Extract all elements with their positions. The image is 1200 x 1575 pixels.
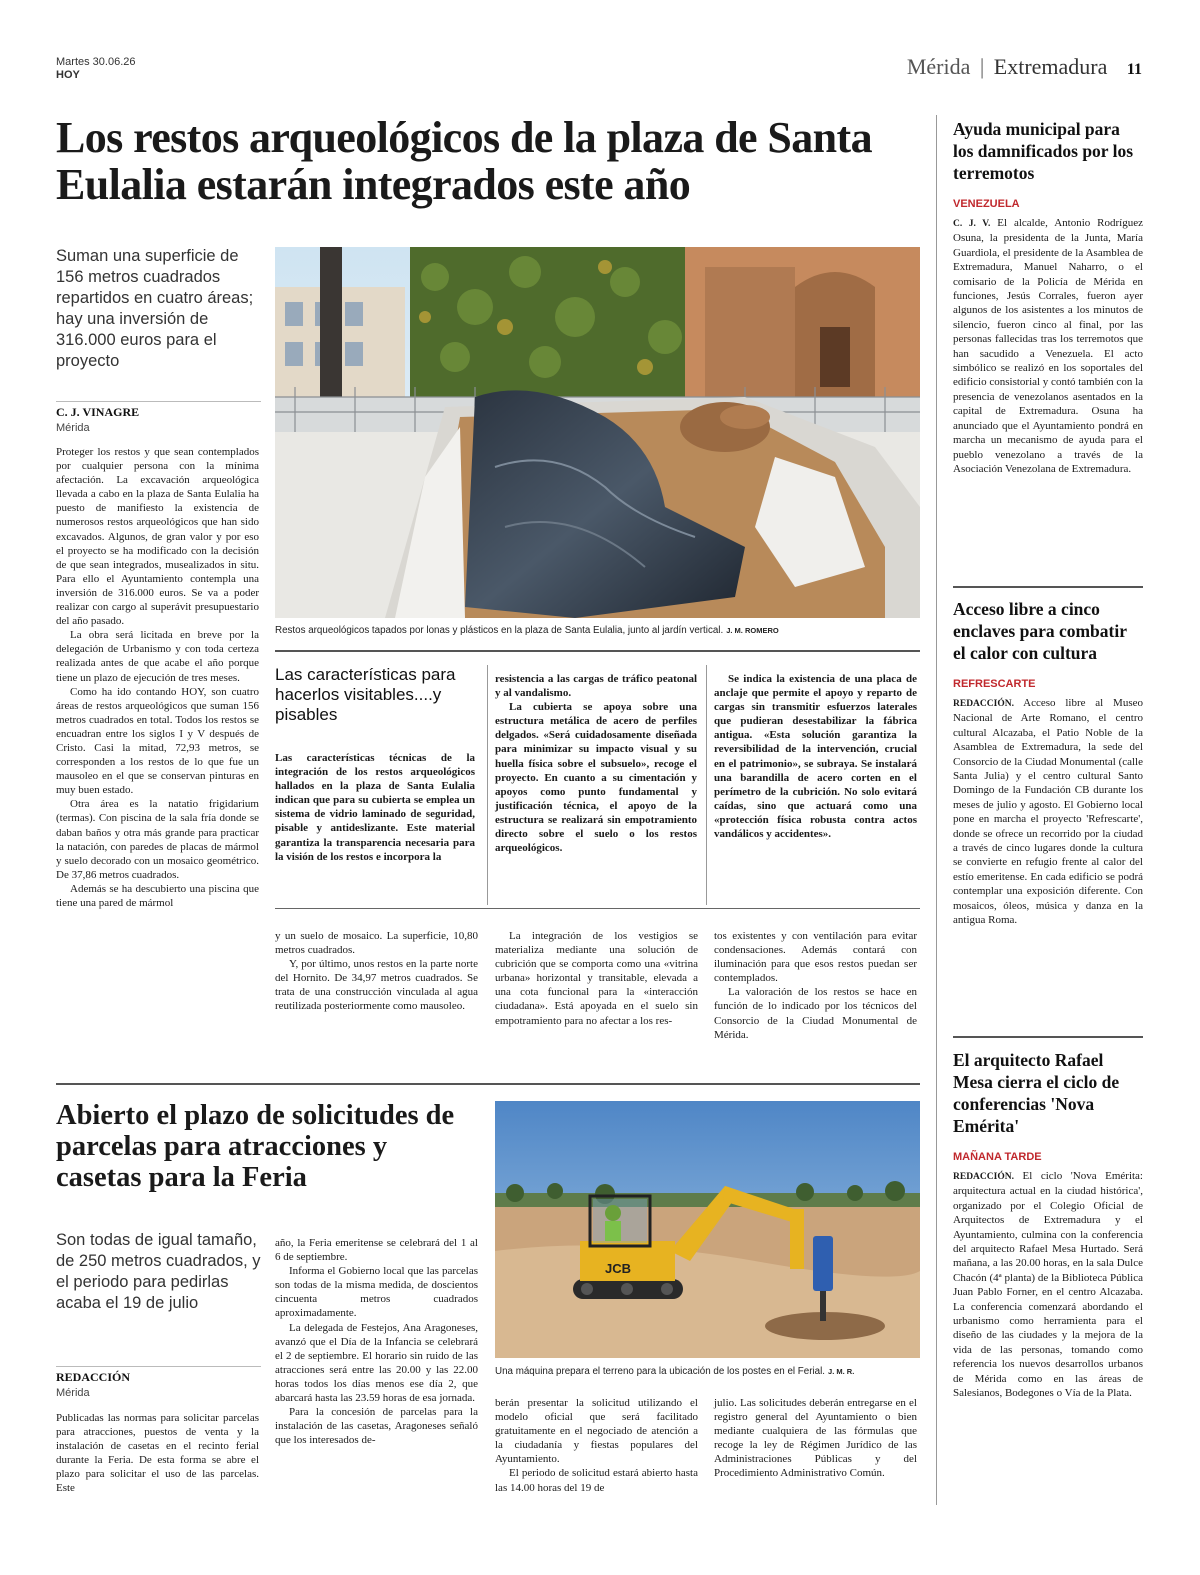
sidebar-item-nova-emerita <box>953 1049 1143 1401</box>
main-lede: Suman una superficie de 156 metros cuadrados repartidos en cuatro áreas; hay una inversión de 316.000 euros para el proyecto <box>56 247 254 370</box>
sidebar-body <box>953 696 1143 928</box>
feria-byline-rule <box>56 1366 261 1367</box>
feria-lede: Son todas de igual tamaño, de 250 metros cuadrados, y el periodo para pedirlas acaba el 19 de julio <box>56 1231 261 1312</box>
main-col1-p1: Proteger los restos y que sean contemplados por cualquier persona con la mínima afectación. La excavación arqueológica llevada a cabo en la plaza de Santa Eulalia ha puesto de manifiesto la existencia de numerosos restos arqueológicos que han sido excavados. Algunos, de gran valor y por eso el proyecto se ha modificado con la decisión de que sean integrados, musealizados in situ. Para ello el Ayuntamiento contempla una inversión de 316.000 euros. Se va a poder realizar con cargo al superávit presupuestario del año pasado. <box>56 446 259 628</box>
feria-col3-p2: El periodo de solicitud estará abierto hasta las 14.00 horas del 19 de <box>495 1467 698 1494</box>
box-col2-p1: resistencia a las cargas de tráfico peatonal y al vandalismo. <box>495 673 697 700</box>
bottom-col1-p1: y un suelo de mosaico. La superficie, 10,80 metros cuadrados. <box>275 930 478 957</box>
sidebar-rule-2 <box>953 1036 1143 1038</box>
feria-place: Mérida <box>56 1387 90 1399</box>
svg-text:JCB: JCB <box>605 1261 632 1276</box>
box-col3-p1: Se indica la existencia de una placa de anclaje que permite el apoyo y reparto de cargas sin transmitir esfuerzos laterales que pudieran desestabilizar la fábrica antigua. «Esta solución garantiza la reversibilidad de la intervención, crucial en el patrimonio», se subraya. Se instalará una barandilla de acero corten en el perímetro de la cubrición. No solo evitará caídas, sino que actuará como una «protección física robusta contra actos vandálicos y accidentes». <box>714 673 917 841</box>
main-caption-text: Restos arqueológicos tapados por lonas y plásticos en la plaza de Santa Eulalia, junto al jardín vertical. <box>275 625 724 636</box>
article-divider <box>56 1083 920 1085</box>
feria-col2-p4: Para la concesión de parcelas para la instalación de las casetas, Aragoneses señaló que los interesados de- <box>275 1406 478 1447</box>
box-divider-1 <box>487 665 488 905</box>
feria-byline: REDACCIÓN <box>56 1370 131 1384</box>
box-col2 <box>495 672 697 855</box>
main-byline-block <box>56 401 261 434</box>
feria-photo-caption <box>495 1366 920 1377</box>
sidebar-author: C. J. V. <box>953 219 991 229</box>
main-photo <box>275 247 920 618</box>
main-bottom-col2 <box>495 929 698 1028</box>
page-date <box>56 56 136 82</box>
sidebar-tag: REFRESCARTE <box>953 678 1036 690</box>
paper-name: HOY <box>56 69 80 81</box>
sidebar-item-refrescarte <box>953 598 1143 928</box>
main-col1-p3: Como ha ido contando HOY, son cuatro áreas de restos arqueológicos que suman 156 metros cuadrados en total. Todos los restos se encuadran entre los siglos I y V después de Cristo. Casi la mitad, 72,93 metros, se corresponden a los restos de lo que fue un mausoleo en el que se conservan pinturas en muy buen estado. <box>56 685 259 797</box>
main-bottom-col1 <box>275 929 478 1014</box>
sidebar-text: El alcalde, Antonio Rodríguez Osuna, la presidenta de la Junta, María Guardiola, el presidente de la Asamblea de Extremadura, Manuel Naharro, o el comisario de la Policía de Mérida en funciones, Jesús Corrales, fueron ayer algunos de los asistentes a los minutos de silencio, fueron cinco al final, por las personas fallecidas tras los terremotos que han sacudido a Venezuela. El acto simbólico se realizó en los soportales del edificio consistorial y contó también con la presencia de venezolanos asentados en la capital de Extremadura. Osuna ha anunciado que el Ayuntamiento pondrá en marcha un mecanismo de ayuda para el pueblo venezolano a través de la Asociación Venezolana de Extremadura. <box>953 217 1144 475</box>
main-photo-caption <box>275 625 920 636</box>
bottom-col3-p2: La valoración de los restos se hace en función de lo indicado por los técnicos del Consorcio de la Ciudad Monumental de Mérida. <box>714 986 917 1041</box>
main-col1 <box>56 445 259 910</box>
section-header: Mérida | Extremadura 11 <box>906 54 1142 79</box>
feria-col2-p1: año, la Feria emeritense se celebrará del 1 al 6 de septiembre. <box>275 1237 478 1264</box>
feria-caption-credit: J. M. R. <box>828 1367 855 1376</box>
box-col3 <box>714 672 917 841</box>
main-col1-p5: Además se ha descubierto una piscina que tiene una pared de mármol <box>56 882 259 909</box>
sidebar-body <box>953 216 1143 476</box>
bottom-col1-p2: Y, por último, unos restos en la parte norte del Hornito. De 34,97 metros cuadrados. Se trata de una construcción vinculada al agua reutilizada posteriormente como mausoleo. <box>275 958 478 1013</box>
feria-col1 <box>56 1411 259 1496</box>
feria-headline: Abierto el plazo de solicitudes de parcelas para atracciones y casetas para la Feria <box>56 1100 455 1193</box>
date-text: Martes 30.06.26 <box>56 56 136 68</box>
feria-byline-block <box>56 1366 261 1399</box>
feria-col2-p3: La delegada de Festejos, Ana Aragoneses, avanzó que el Día de la Infancia se celebrará el 2 de septiembre. El horario sin ruido de las atracciones será entre las 20.00 y las 22.00 horas todos los días menos ese día 2, que abarcará hasta las 23.59 horas de esa jornada. <box>275 1321 478 1405</box>
sidebar-body <box>953 1169 1143 1401</box>
sidebar-headline: Ayuda municipal para los damnificados por los terremotos <box>953 119 1134 183</box>
excavator-photo <box>495 1101 920 1358</box>
bottom-col2-p1: La integración de los vestigios se materializa mediante una solución de cubrición que se comporta como una «vitrina urbana» horizontal y transitable, elevada a una cota funcional para la «interacción ciudadana». Está apoyada en el suelo sin empotramiento para no afectar a los res- <box>495 930 698 1027</box>
sidebar-rule-1 <box>953 586 1143 588</box>
sidebar-divider <box>936 115 937 1505</box>
bottom-col3-p1: tos existentes y con ventilación para evitar condensaciones. Además contará con iluminación para que esos restos puedan ser contemplados. <box>714 930 917 985</box>
main-caption-credit: J. M. ROMERO <box>726 626 779 635</box>
feria-photo <box>495 1101 920 1358</box>
main-col1-p2: La obra será licitada en breve por la delegación de Urbanismo y con toda certeza realizada antes de que acabe el año porque tiene un plazo de ejecución de tres meses. <box>56 629 259 684</box>
box-intro: Las características técnicas de la integración de los restos arqueológicos hallados en la plaza de Santa Eulalia indican que para su cubierta se emplea un sistema de vidrio laminado de seguridad, pisable y antideslizante. Este material garantiza la transparencia necesaria para la visión de los restos e incorpora la <box>275 752 475 863</box>
main-headline: Los restos arqueológicos de la plaza de Santa Eulalia estarán integrados este año <box>56 113 872 209</box>
sidebar-tag: VENEZUELA <box>953 198 1020 210</box>
main-place: Mérida <box>56 422 90 434</box>
main-bottom-col3 <box>714 929 917 1042</box>
feria-col2-p2: Informa el Gobierno local que las parcelas son todas de la misma medida, de doscientos cincuenta metros cuadrados aproximadamente. <box>275 1265 478 1320</box>
page-number: 11 <box>1126 61 1142 78</box>
sidebar-author: REDACCIÓN. <box>953 699 1014 709</box>
sidebar-tag: MAÑANA TARDE <box>953 1151 1042 1163</box>
box-subhead: Las características para hacerlos visitables....y pisables <box>275 665 456 724</box>
byline-rule <box>56 401 261 402</box>
feria-col3 <box>495 1396 698 1495</box>
box-divider-2 <box>706 665 707 905</box>
feria-col2 <box>275 1236 478 1447</box>
feria-caption-text: Una máquina prepara el terreno para la ubicación de los postes en el Ferial. <box>495 1366 826 1377</box>
feria-col4 <box>714 1396 917 1481</box>
sidebar-author: REDACCIÓN. <box>953 1172 1014 1182</box>
box-col2-p2: La cubierta se apoya sobre una estructura metálica de acero de perfiles delgados. «Será cuidadosamente diseñada para minimizar su impacto visual y su huella física sobre el subsuelo», recoge el proyecto. En cuanto a su cimentación y apoyos como punto fundamental y justificación técnica, el apoyo de la estructura se realizará sin empotramiento directo sobre el suelo o los restos arqueológicos. <box>495 701 697 855</box>
main-col1-p4: Otra área es la natatio frigidarium (termas). Con piscina de la sala fría donde se daban baños y otra más grande para practicar la natación, con paredes de placas de mármol y suelo decorado con un mosaico geométrico. De 37,86 metros cuadrados. <box>56 798 259 881</box>
feria-col3-p1: berán presentar la solicitud utilizando el modelo oficial que será facilitado gratuitamente en el negociado de atención a la ciudadanía y fiestas populares del Ayuntamiento. <box>495 1397 698 1466</box>
sidebar-item-venezuela <box>953 118 1143 476</box>
box-top-rule <box>275 650 920 652</box>
box-bottom-rule <box>275 908 920 909</box>
sidebar-text: El ciclo 'Nova Emérita: arquitectura actual en la ciudad histórica', organizado por el Colegio Oficial de Arquitectos de Extremadura y el Ayuntamiento, culmina con la conferencia del arquitecto Rafael Mesa Hurtado. Será mañana, a las 20.00 horas, en la sala Dulce Chacón (4ª planta) de la Biblioteca Pública Juan Pablo Forner, en el centro Alcazaba. La conferencia comenzará abordando el urbanismo como herramienta para el diseño de las ciudades y la mejora de la vida de las personas, tomando como referencia los nuevos desarrollos urbanos de Mérida como en las áreas de Salesianos, Bodegones o Vía de la Plata. <box>953 1170 1143 1400</box>
sidebar-headline: Acceso libre a cinco enclaves para combatir el calor con cultura <box>953 599 1127 663</box>
excavation-photo <box>275 247 920 618</box>
sidebar-text: Acceso libre al Museo Nacional de Arte Romano, el centro cultural Alcazaba, el Patio Noble de la Asamblea de Extremadura, la sede del Consorcio de la Ciudad Monumental (calle Santa Julia) y el centro cultural Santo Domingo de la Fundación CB durante los meses de julio y agosto. El Gobierno local pone en marcha el proyecto 'Refrescarte', donde se ofrece un recorrido por la ciudad a través de cinco lugares donde la cultura se convierte en refugio frente al calor del estío emeritense. En cada edificio se podrá contemplar una exposición diferente. Con mosaicos, óleos, música y danza en la antigua Roma. <box>953 697 1143 927</box>
sidebar-headline: El arquitecto Rafael Mesa cierra el ciclo de conferencias 'Nova Emérita' <box>953 1050 1120 1136</box>
subsection-name: Extremadura <box>993 54 1108 79</box>
feria-col1-p1: Publicadas las normas para solicitar parcelas para atracciones, puestos de venta y la instalación de casetas en el recinto ferial durante la Feria. De esta forma se abre el plazo para solicitar el uso de las parcelas. Este <box>56 1412 259 1495</box>
main-byline: C. J. VINAGRE <box>56 405 140 419</box>
feria-col4-p1: julio. Las solicitudes deberán entregarse en el registro general del Ayuntamiento o bien mediante cualquiera de las fórmulas que recoge la ley de Régimen Jurídico de las Administraciones Públicas y del Procedimiento Administrativo Común. <box>714 1397 917 1480</box>
section-name: Mérida <box>906 54 971 79</box>
